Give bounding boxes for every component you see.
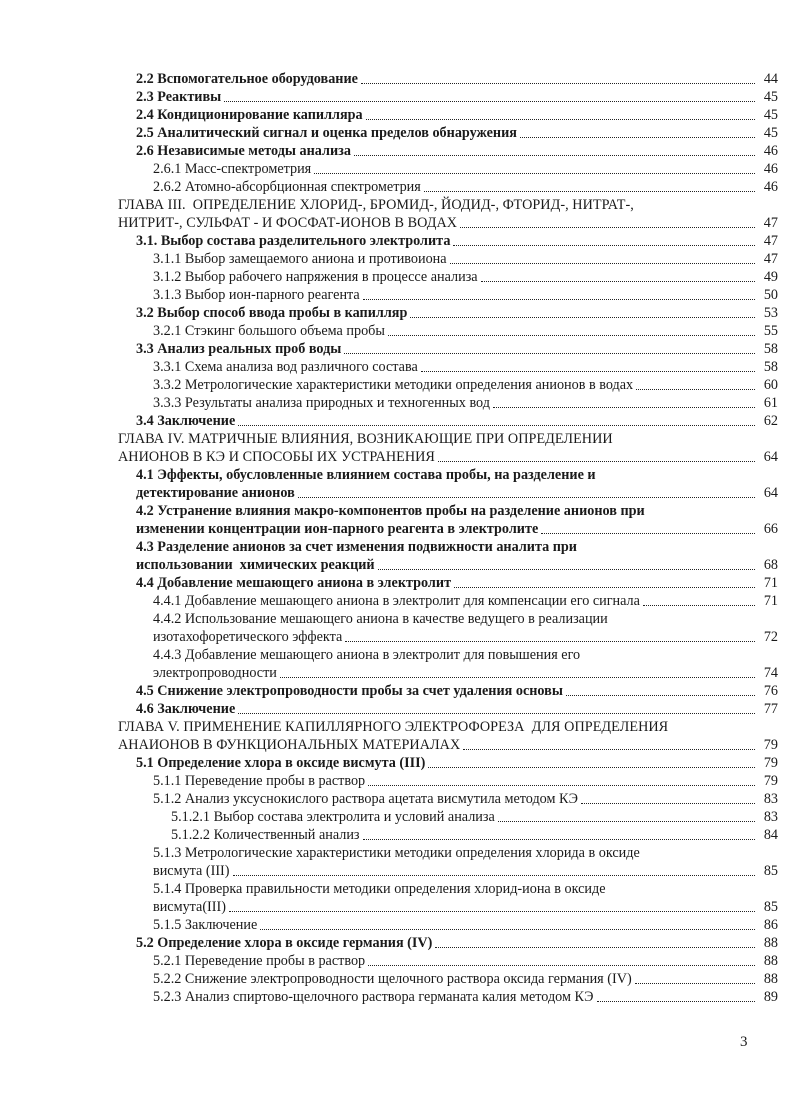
dot-leader bbox=[520, 137, 755, 138]
toc-entry-title: 5.2.2 Снижение электропроводности щелочного раствора оксида германия (IV) bbox=[153, 971, 632, 987]
dot-leader bbox=[368, 785, 755, 786]
toc-page-number: 88 bbox=[763, 971, 778, 987]
toc-entry bbox=[118, 592, 778, 610]
toc-page-number: 50 bbox=[763, 287, 778, 303]
dot-leader bbox=[363, 839, 755, 840]
page-number: 3 bbox=[740, 1034, 748, 1050]
toc-entry-title: 3.3.3 Результаты анализа природных и техногенных вод bbox=[153, 395, 490, 411]
toc-entry bbox=[118, 340, 778, 358]
toc-entry-title: 2.2 Вспомогательное оборудование bbox=[136, 71, 358, 87]
dot-leader bbox=[581, 803, 755, 804]
dot-leader bbox=[421, 371, 755, 372]
toc-page-number: 62 bbox=[763, 413, 778, 429]
dot-leader bbox=[463, 749, 755, 750]
toc-page-number: 79 bbox=[763, 755, 778, 771]
dot-leader bbox=[345, 641, 755, 642]
toc-entry bbox=[118, 466, 778, 502]
dot-leader bbox=[438, 461, 755, 462]
table-of-contents bbox=[118, 70, 778, 1006]
toc-page-number: 85 bbox=[763, 899, 778, 915]
toc-page-number: 45 bbox=[763, 107, 778, 123]
toc-page-number: 60 bbox=[763, 377, 778, 393]
toc-entry bbox=[118, 916, 778, 934]
toc-entry-title: 3.1. Выбор состава разделительного электролита bbox=[136, 233, 451, 249]
toc-entry-title: 5.1 Определение хлора в оксиде висмута (III) bbox=[136, 755, 426, 771]
dot-leader bbox=[368, 965, 755, 966]
toc-entry bbox=[118, 880, 778, 916]
toc-page-number: 76 bbox=[763, 683, 778, 699]
toc-page-number: 84 bbox=[763, 827, 778, 843]
toc-entry-title: 2.6.2 Атомно-абсорбционная спектрометрия bbox=[153, 179, 421, 195]
dot-leader bbox=[450, 263, 755, 264]
toc-page-number: 49 bbox=[763, 269, 778, 285]
dot-leader bbox=[566, 695, 755, 696]
toc-entry bbox=[118, 286, 778, 304]
toc-entry-title: 5.1.4 Проверка правильности методики определения хлорид-иона в оксиде bbox=[153, 881, 606, 897]
dot-leader bbox=[314, 173, 755, 174]
toc-entry-title: ГЛАВА IV. МАТРИЧНЫЕ ВЛИЯНИЯ, ВОЗНИКАЮЩИЕ ПРИ ОПРЕДЕЛЕНИИ bbox=[118, 431, 613, 447]
toc-entry bbox=[118, 502, 778, 538]
toc-entry-title: 4.2 Устранение влияния макро-компонентов пробы на разделение анионов при bbox=[136, 503, 645, 519]
dot-leader bbox=[260, 929, 755, 930]
toc-page-number: 68 bbox=[763, 557, 778, 573]
toc-entry-title: АНИОНОВ В КЭ И СПОСОБЫ ИХ УСТРАНЕНИЯ bbox=[118, 449, 435, 465]
dot-leader bbox=[361, 83, 755, 84]
toc-entry-title: 4.4.1 Добавление мешающего аниона в электролит для компенсации его сигнала bbox=[153, 593, 640, 609]
dot-leader bbox=[643, 605, 755, 606]
dot-leader bbox=[636, 389, 755, 390]
dot-leader bbox=[354, 155, 755, 156]
toc-page-number: 79 bbox=[763, 737, 778, 753]
dot-leader bbox=[229, 911, 755, 912]
toc-entry-title: 3.4 Заключение bbox=[136, 413, 236, 429]
toc-entry-title: 2.6 Независимые методы анализа bbox=[136, 143, 351, 159]
toc-page-number: 55 bbox=[763, 323, 778, 339]
toc-entry-title: 5.2.1 Переведение пробы в раствор bbox=[153, 953, 366, 969]
toc-entry-title: 5.1.2.2 Количественный анализ bbox=[171, 827, 360, 843]
toc-entry-title: 2.5 Аналитический сигнал и оценка пределов обнаружения bbox=[136, 125, 517, 141]
toc-entry bbox=[118, 178, 778, 196]
toc-entry bbox=[118, 646, 778, 682]
dot-leader bbox=[363, 299, 755, 300]
dot-leader bbox=[233, 875, 755, 876]
dot-leader bbox=[635, 983, 755, 984]
toc-entry-title: использовании химических реакций bbox=[136, 557, 375, 573]
toc-entry bbox=[118, 304, 778, 322]
toc-entry-title: 4.4.2 Использование мешающего аниона в качестве ведущего в реализации bbox=[153, 611, 608, 627]
dot-leader bbox=[493, 407, 755, 408]
toc-page-number: 46 bbox=[763, 143, 778, 159]
toc-page-number: 64 bbox=[763, 449, 778, 465]
toc-entry bbox=[118, 250, 778, 268]
toc-entry-title: электропроводности bbox=[153, 665, 277, 681]
toc-entry-title: 3.2.1 Стэкинг большого объема пробы bbox=[153, 323, 385, 339]
toc-entry-title: 4.3 Разделение анионов за счет изменения подвижности аналита при bbox=[136, 539, 577, 555]
toc-entry-title: 4.6 Заключение bbox=[136, 701, 236, 717]
toc-page-number: 71 bbox=[763, 575, 778, 591]
toc-entry-title: 2.4 Кондиционирование капилляра bbox=[136, 107, 363, 123]
toc-page-number: 45 bbox=[763, 89, 778, 105]
toc-entry bbox=[118, 682, 778, 700]
toc-entry-title: 5.1.2.1 Выбор состава электролита и условий анализа bbox=[171, 809, 495, 825]
toc-page-number: 72 bbox=[763, 629, 778, 645]
toc-page-number: 58 bbox=[763, 359, 778, 375]
toc-entry bbox=[118, 574, 778, 592]
toc-page-number: 71 bbox=[763, 593, 778, 609]
toc-entry bbox=[118, 610, 778, 646]
toc-entry-title: 3.3 Анализ реальных проб воды bbox=[136, 341, 342, 357]
toc-page-number: 77 bbox=[763, 701, 778, 717]
toc-page-number: 85 bbox=[763, 863, 778, 879]
dot-leader bbox=[366, 119, 755, 120]
toc-entry-title: детектирование анионов bbox=[136, 485, 295, 501]
toc-entry bbox=[118, 142, 778, 160]
toc-entry-title: 3.1.2 Выбор рабочего напряжения в процессе анализа bbox=[153, 269, 478, 285]
dot-leader bbox=[238, 425, 755, 426]
toc-page-number: 46 bbox=[763, 161, 778, 177]
toc-page-number: 47 bbox=[763, 215, 778, 231]
toc-entry bbox=[118, 826, 778, 844]
toc-entry bbox=[118, 160, 778, 178]
toc-entry bbox=[118, 196, 778, 232]
toc-entry bbox=[118, 268, 778, 286]
toc-page-number: 66 bbox=[763, 521, 778, 537]
dot-leader bbox=[481, 281, 755, 282]
toc-entry bbox=[118, 844, 778, 880]
toc-entry bbox=[118, 970, 778, 988]
toc-entry bbox=[118, 772, 778, 790]
toc-entry bbox=[118, 754, 778, 772]
toc-page-number: 45 bbox=[763, 125, 778, 141]
dot-leader bbox=[428, 767, 755, 768]
toc-page-number: 47 bbox=[763, 251, 778, 267]
toc-page-number: 83 bbox=[763, 791, 778, 807]
toc-entry-title: 2.3 Реактивы bbox=[136, 89, 222, 105]
dot-leader bbox=[378, 569, 755, 570]
toc-entry bbox=[118, 700, 778, 718]
toc-page-number: 79 bbox=[763, 773, 778, 789]
toc-entry bbox=[118, 70, 778, 88]
toc-page-number: 58 bbox=[763, 341, 778, 357]
toc-entry bbox=[118, 934, 778, 952]
dot-leader bbox=[224, 101, 755, 102]
toc-entry-title: 4.1 Эффекты, обусловленные влиянием состава пробы, на разделение и bbox=[136, 467, 596, 483]
dot-leader bbox=[453, 245, 755, 246]
dot-leader bbox=[541, 533, 755, 534]
toc-entry bbox=[118, 430, 778, 466]
toc-entry-title: 3.3.2 Метрологические характеристики методики определения анионов в водах bbox=[153, 377, 634, 393]
toc-entry-title: 3.2 Выбор способ ввода пробы в капилляр bbox=[136, 305, 408, 321]
dot-leader bbox=[410, 317, 755, 318]
dot-leader bbox=[238, 713, 755, 714]
dot-leader bbox=[344, 353, 755, 354]
toc-entry-title: ГЛАВА III. ОПРЕДЕЛЕНИЕ ХЛОРИД-, БРОМИД-, ЙОДИД-, ФТОРИД-, НИТРАТ-, bbox=[118, 197, 634, 213]
dot-leader bbox=[498, 821, 755, 822]
toc-entry-title: 5.1.2 Анализ уксуснокислого раствора ацетата висмутила методом КЭ bbox=[153, 791, 579, 807]
toc-entry bbox=[118, 808, 778, 826]
toc-page-number: 88 bbox=[763, 935, 778, 951]
dot-leader bbox=[460, 227, 755, 228]
toc-page-number: 47 bbox=[763, 233, 778, 249]
toc-page-number: 61 bbox=[763, 395, 778, 411]
toc-entry bbox=[118, 538, 778, 574]
dot-leader bbox=[298, 497, 755, 498]
toc-entry-title: висмута (III) bbox=[153, 863, 230, 879]
toc-entry-title: 5.2.3 Анализ спиртово-щелочного раствора германата калия методом КЭ bbox=[153, 989, 594, 1005]
toc-page-number: 89 bbox=[763, 989, 778, 1005]
toc-entry-title: АНАИОНОВ В ФУНКЦИОНАЛЬНЫХ МАТЕРИАЛАХ bbox=[118, 737, 461, 753]
toc-page-number: 64 bbox=[763, 485, 778, 501]
toc-page-number: 83 bbox=[763, 809, 778, 825]
toc-entry bbox=[118, 358, 778, 376]
toc-entry-title: 4.4.3 Добавление мешающего аниона в электролит для повышения его bbox=[153, 647, 581, 663]
toc-entry bbox=[118, 412, 778, 430]
toc-entry bbox=[118, 232, 778, 250]
toc-entry-title: висмута(III) bbox=[153, 899, 226, 915]
dot-leader bbox=[597, 1001, 755, 1002]
dot-leader bbox=[435, 947, 755, 948]
toc-entry-title: ГЛАВА V. ПРИМЕНЕНИЕ КАПИЛЛЯРНОГО ЭЛЕКТРОФОРЕЗА ДЛЯ ОПРЕДЕЛЕНИЯ bbox=[118, 719, 669, 735]
toc-entry-title: 2.6.1 Масс-спектрометрия bbox=[153, 161, 312, 177]
toc-entry-title: НИТРИТ-, СУЛЬФАТ - И ФОСФАТ-ИОНОВ В ВОДАХ bbox=[118, 215, 458, 231]
dot-leader bbox=[280, 677, 755, 678]
toc-entry-title: 3.1.1 Выбор замещаемого аниона и противоиона bbox=[153, 251, 447, 267]
toc-entry bbox=[118, 988, 778, 1006]
toc-entry-title: 5.2 Определение хлора в оксиде германия (IV) bbox=[136, 935, 433, 951]
toc-entry-title: 5.1.5 Заключение bbox=[153, 917, 258, 933]
toc-page-number: 44 bbox=[763, 71, 778, 87]
dot-leader bbox=[388, 335, 755, 336]
toc-entry-title: изменении концентрации ион-парного реагента в электролите bbox=[136, 521, 539, 537]
toc-entry bbox=[118, 106, 778, 124]
toc-page-number: 53 bbox=[763, 305, 778, 321]
toc-entry bbox=[118, 88, 778, 106]
dot-leader bbox=[424, 191, 755, 192]
toc-page-number: 46 bbox=[763, 179, 778, 195]
toc-entry bbox=[118, 790, 778, 808]
toc-entry bbox=[118, 322, 778, 340]
toc-page-number: 74 bbox=[763, 665, 778, 681]
toc-entry bbox=[118, 124, 778, 142]
toc-entry bbox=[118, 952, 778, 970]
toc-entry bbox=[118, 376, 778, 394]
toc-entry bbox=[118, 394, 778, 412]
dot-leader bbox=[454, 587, 755, 588]
toc-entry-title: 4.4 Добавление мешающего аниона в электролит bbox=[136, 575, 452, 591]
toc-entry-title: 5.1.1 Переведение пробы в раствор bbox=[153, 773, 366, 789]
toc-entry-title: 3.1.3 Выбор ион-парного реагента bbox=[153, 287, 360, 303]
toc-page-number: 86 bbox=[763, 917, 778, 933]
toc-entry-title: 3.3.1 Схема анализа вод различного состава bbox=[153, 359, 418, 375]
toc-entry bbox=[118, 718, 778, 754]
toc-entry-title: изотахофоретического эффекта bbox=[153, 629, 343, 645]
toc-page-number: 88 bbox=[763, 953, 778, 969]
toc-entry-title: 5.1.3 Метрологические характеристики методики определения хлорида в оксиде bbox=[153, 845, 640, 861]
toc-entry-title: 4.5 Снижение электропроводности пробы за счет удаления основы bbox=[136, 683, 563, 699]
